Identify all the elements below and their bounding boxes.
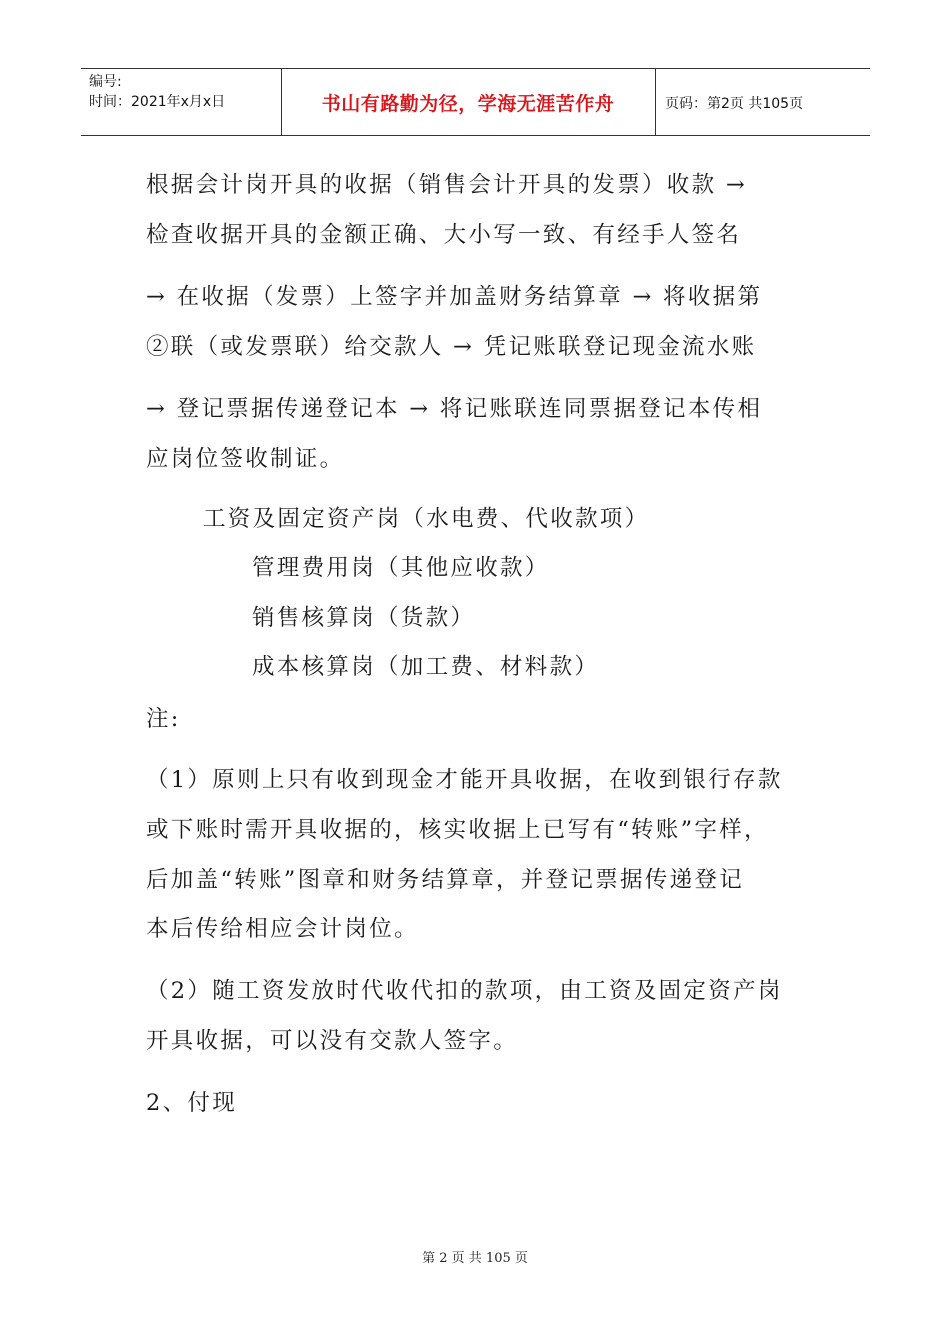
header-meta — [89, 72, 225, 112]
body-paragraph-line: 根据会计岗开具的收据（销售会计开具的发票）收款 → — [146, 172, 748, 198]
header-divider — [655, 69, 656, 135]
indented-item: 工资及固定资产岗（水电费、代收款项） — [203, 506, 650, 532]
page-header — [81, 68, 870, 136]
body-paragraph-line: → 在收据（发票）上签字并加盖财务结算章 → 将收据第 — [146, 284, 763, 310]
note-line: 后加盖“转账”图章和财务结算章，并登记票据传递登记 — [146, 867, 745, 893]
header-motto: 书山有路勤为径，学海无涯苦作舟 — [321, 93, 615, 115]
note-heading: 注: — [146, 706, 181, 732]
indented-item: 成本核算岗（加工费、材料款） — [252, 654, 600, 680]
time-label: 时间：2021年x月x日 — [89, 94, 226, 110]
body-paragraph-line: 检查收据开具的金额正确、大小写一致、有经手人签名 — [146, 222, 742, 248]
note-line: 或下账时需开具收据的，核实收据上已写有“转账”字样， — [146, 817, 769, 843]
body-paragraph-line: ②联（或发票联）给交款人 → 凭记账联登记现金流水账 — [146, 334, 757, 360]
header-page-info: 页码：第2页 共105页 — [665, 96, 804, 112]
indented-item: 销售核算岗（货款） — [252, 605, 476, 631]
note-line: 本后传给相应会计岗位。 — [146, 916, 419, 942]
page-footer: 第 2 页 共 105 页 — [422, 1251, 528, 1266]
note-line: （2）随工资发放时代收代扣的款项，由工资及固定资产岗 — [146, 978, 783, 1004]
note-line: 开具收据，可以没有交款人签字。 — [146, 1028, 519, 1054]
note-line: （1）原则上只有收到现金才能开具收据，在收到银行存款 — [146, 767, 783, 793]
section-heading: 2、付现 — [146, 1090, 238, 1116]
number-label: 编号: — [89, 74, 122, 90]
body-paragraph-line: → 登记票据传递登记本 → 将记账联连同票据登记本传相 — [146, 396, 763, 422]
body-paragraph-line: 应岗位签收制证。 — [146, 446, 345, 472]
indented-item: 管理费用岗（其他应收款） — [252, 555, 550, 581]
